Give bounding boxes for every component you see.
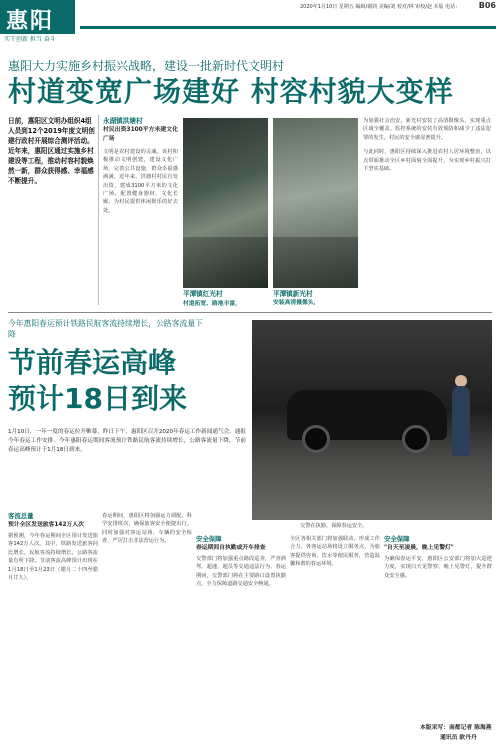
body-text: 为确保春运平安，惠阳区公安部门将加大巡逻力度，实现白天见警察、晚上见警灯，提升群众安全感。: [384, 556, 492, 579]
story2-intro: 1月10日，一年一度的春运拉开帷幕。昨日下午，惠阳区召开2020年春运工作新闻通气会，通报今年春运工作安排。今年惠阳春运期间客流预计铁路民航客流持续增长，公路客流量下降，节前春运高峰预计于1月18日到来。: [8, 429, 246, 453]
car-wheel: [302, 425, 330, 453]
story-divider: [8, 312, 492, 313]
photo-shade: [273, 237, 358, 288]
story1-column-2: [103, 117, 178, 305]
section-title: 安全保障: [384, 535, 410, 543]
section-subtitle: "自天至凌晨，晚上见警灯": [384, 545, 454, 551]
section-subtitle: 春运期间自执勤或开车排查: [196, 545, 266, 551]
body-text: 全区各相关部门将加强联动，形成工作合力。各客运站场将设立服务点，为旅客提供咨询、饮水等便民服务，营造温馨和谐的春运环境。: [290, 536, 380, 568]
section-title: 平潭镇新光村: [273, 290, 313, 298]
story2-column-5: [384, 535, 492, 710]
story1-column-4-title: [273, 290, 358, 310]
section-title: 永湖镇洪塘村: [103, 117, 143, 125]
photo-shade: [183, 237, 268, 288]
story1-column-5: [363, 117, 491, 305]
body-text: 与此同时，惠阳区持续深入推进农村人居环境整治，以点带面推动全区乡村面貌全面提升，为实现乡村振兴打下坚实基础。: [363, 149, 491, 173]
masthead-slogan: 实干创新 担当 奋斗: [4, 36, 56, 43]
car-wheel: [402, 425, 430, 453]
byline-correspondent: 通讯员 欧丹丹: [440, 735, 477, 741]
section-subtitle: 村道拓宽、路地丰富，: [183, 301, 241, 307]
section-subtitle: 安装高清摄像头，: [273, 300, 320, 306]
traffic-police-photo: [252, 320, 492, 520]
headline-line-2: 预计18日到来: [8, 382, 187, 415]
story2-column-1: [8, 512, 98, 742]
section-title: 安全保障: [196, 535, 222, 543]
story2-subtitle: 今年惠阳春运预计铁路民航客流持续增长，公路客流量下降: [8, 319, 203, 339]
column-rule: [98, 115, 99, 305]
section-subtitle: 村民出资3100平方米建文化广场: [103, 127, 178, 142]
body-text: 交警部门将加强重点路段巡查，严查酒驾、超速、超员等交通违法行为。春运期间，交警部门将在主要路口设置执勤点，全力保障道路交通安全畅通。: [196, 556, 286, 588]
masthead: [0, 0, 500, 44]
story1-subtitle: 惠阳大力实施乡村振兴战略，建设一批新时代文明村: [8, 59, 285, 73]
body-text: 据预测，今年春运期间全区预计发送旅客142万人次。其中，铁路发送旅客同比增长，民航客流持续增长，公路客流量有所下降。节前客流高峰预计出现在1月18日至1月23日（腊月二十四至腊月廿九）。: [8, 533, 98, 582]
body-text: 春运期间，惠阳区将加强运力调配，科学安排班次，确保旅客安全便捷出行。同时加强对客运站场、车辆的安全检查，严厉打击非法营运行为。: [102, 513, 192, 545]
story1-lead: 日前，惠阳区文明办组织4组人员到12个2019年度文明创建行政村开展综合测评活动。近年来，惠阳区通过实施乡村建设等工程，推动村容村貌焕然一新，群众获得感、幸福感不断提升。: [8, 117, 95, 185]
headline-line-1: 节前春运高峰: [8, 346, 177, 379]
byline-reporter: 本版采写：南都记者 陈海燕: [420, 725, 492, 731]
masthead-title: 惠阳: [6, 9, 55, 34]
page-number: B06: [478, 1, 496, 10]
village-road-photo: [183, 118, 268, 288]
story2-column-2: [102, 512, 192, 742]
header-rule: [80, 26, 496, 29]
section-title: 平潭镇红光村: [183, 290, 223, 298]
section-subtitle: 预计全区发送旅客142万人次: [8, 522, 84, 528]
story1-headline: 村道变宽广场建好 村容村貌大变样: [8, 75, 454, 108]
section-title: 客流总量: [8, 512, 34, 520]
photo-caption: 交警在执勤，保障春运安全。: [300, 523, 368, 529]
story2-column-4: [290, 535, 380, 742]
body-text: 文明是农村建设的灵魂。该村积极推动文明创建，建设文化广场，完善公共设施，群众幸福感满满。近年来，洪塘村村民自发出资，建成3100平方米的文化广场，配置健身器材、文化长廊，为村民提供休闲娱乐的好去处。: [103, 149, 178, 214]
masthead-logo-block: [0, 0, 75, 34]
story1-col3-subs: [183, 300, 268, 310]
story2-column-3: [196, 535, 286, 742]
header-meta: 2020年1月10日 星期五 编辑/谢润 美编/刘 校对/林 审校/赵 本版 电话：: [300, 4, 461, 10]
story2-headline: [8, 345, 187, 417]
traffic-officer: [452, 386, 470, 456]
camera-install-photo: [273, 118, 358, 288]
body-text: 为加强社会治安，新光村安装了高清摄像头，实现重点区域全覆盖。监控系统的安装有效预防和减少了违法犯罪的发生，村民的安全感显著提升。: [363, 118, 491, 141]
